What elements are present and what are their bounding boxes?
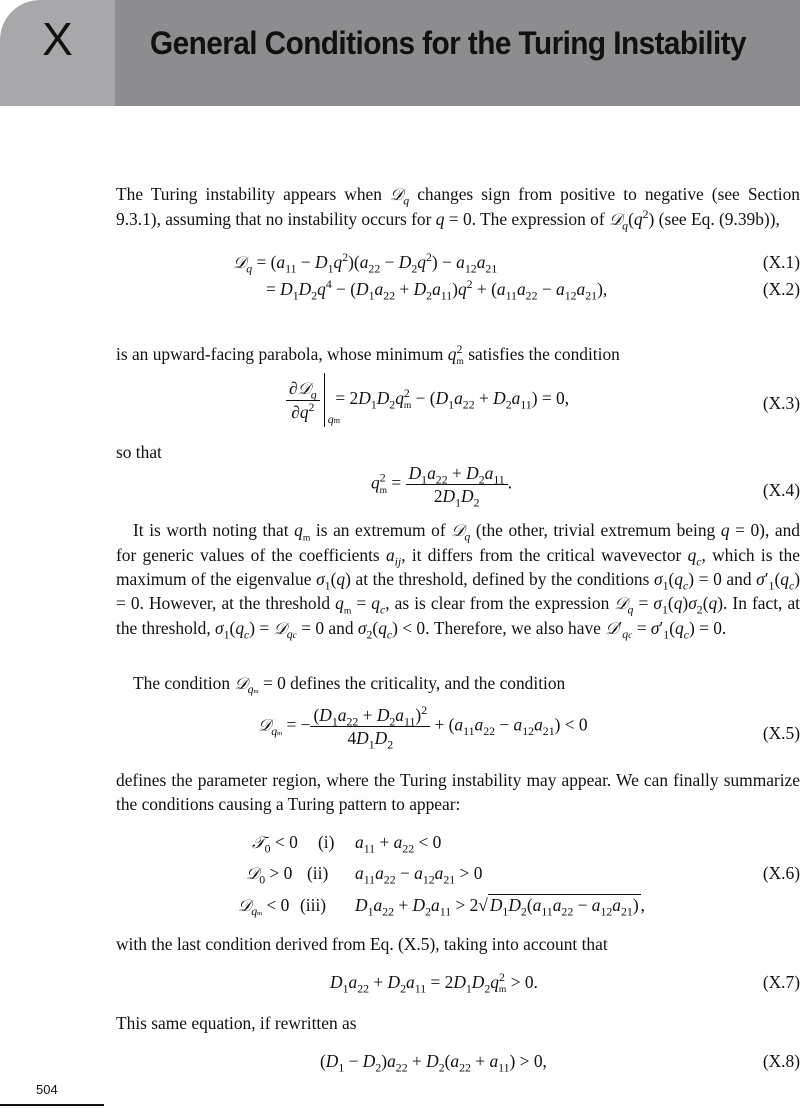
equation-number: (X.1) [762, 252, 800, 272]
paragraph-extremum: It is worth noting that $q_m$ is an extremum of 𝒟$_q$ (the other, trivial extremum being q = 0), and for generic values of the coefficients $a_{ij}$, it differs from the critical wavevector $q_c$, which is the maximum of the eigenvalue $\sigma_1(q)$ at the threshold, defined by the conditions $\sigma_1(q_c) = 0$ and $\sigma'_1(q_c) = 0$. However, at the threshold $q_m = q_c$, as is clear from the expression 𝒟$_q$ = $\sigma_1(q)\sigma_2(q)$. In fact, at the threshold, $\sigma_1(q_c)$ = 𝒟$_{qc}$ = 0 and $\sigma_2(q_c) < 0$. Therefore, we also have $𝒟'_{qc} = \sigma'_1(q_c) = 0$. [116, 520, 800, 642]
paragraph-intro: The Turing instability appears when 𝒟$_q$ changes sign from positive to negative (see Section 9.3.1), assuming that no instability occurs for q = 0. The expression of $𝒟_q(q^2)$ (see Eq. (9.39b)), [116, 184, 800, 233]
condition-label: (i) [318, 832, 335, 852]
equation-number: (X.2) [762, 279, 800, 299]
equation-number: (X.8) [762, 1051, 800, 1071]
equation-number: (X.5) [762, 723, 800, 743]
equation-x7: $D_1a_{22} + D_2a_{11} = 2D_1D_2q^2_m > 0$. [330, 970, 538, 996]
chapter-letter: X [42, 13, 73, 65]
condition-label: (ii) [307, 863, 329, 883]
paragraph-parameter-region: defines the parameter region, where the Turing instability may appear. We can finally summarize the conditions causing a Turing pattern to appear: [116, 770, 800, 814]
condition-dqm: 𝒟$_{qm}$ < 0 [238, 895, 290, 919]
condition-ii: $a_{11}a_{22} - a_{12}a_{21} > 0$ [355, 863, 483, 887]
condition-i: $a_{11} + a_{22} < 0$ [355, 832, 442, 856]
equation-x2: = $D_1D_2q^4 - (D_1a_{22} + D_2a_{11})q^2 + (a_{11}a_{22} - a_{12}a_{21})$, [266, 277, 608, 303]
paragraph-last-condition: with the last condition derived from Eq. (X.5), taking into account that [116, 934, 608, 954]
condition-determinant: 𝒟$_0$ > 0 [246, 863, 293, 887]
paragraph-criticality: The condition 𝒟$_{qm}$ = 0 defines the criticality, and the condition [133, 673, 566, 697]
equation-number: (X.6) [762, 863, 800, 883]
chapter-title: General Conditions for the Turing Instability [150, 25, 747, 61]
equation-number: (X.3) [762, 393, 800, 413]
paragraph-so-that: so that [116, 442, 162, 462]
footer-rule [0, 1104, 104, 1106]
paragraph-parabola: is an upward-facing parabola, whose minimum $q^2_m$ satisfies the condition [116, 342, 620, 368]
equation-x8: $(D_1 - D_2)a_{22} + D_2(a_{22} + a_{11}) > 0$, [320, 1051, 547, 1075]
equation-x3: $\frac{\partial 𝒟_q}{\partial q^2}$ qm = $2D_1D_2q^2_m - (D_1a_{22} + D_2a_{11}) = 0$, [286, 373, 569, 427]
paragraph-rewritten: This same equation, if rewritten as [116, 1013, 357, 1033]
equation-x5: 𝒟$_{qm}$ = − $\frac{(D_1a_{22} + D_2a_{11})^2}{4D_1D_2}$ + $(a_{11}a_{22} - a_{12}a_{21}) < 0$ [258, 703, 588, 752]
condition-trace: 𝒯$_0$ < 0 [252, 832, 298, 856]
page-number: 504 [36, 1082, 58, 1097]
condition-label: (iii) [300, 895, 327, 915]
equation-number: (X.4) [762, 480, 800, 500]
condition-iii: $D_1a_{22} + D_2a_{11} > 2√$ $D_1D_2(a_{11}a_{22} - a_{12}a_{21})$ , [355, 895, 645, 919]
equation-x4: $q^2_m$ = $\frac{D_1a_{22} + D_2a_{11}}{2D_1D_2}$ . [371, 463, 513, 510]
equation-number: (X.7) [762, 972, 800, 992]
equation-x1: 𝒟$_q$ = $(a_{11} - D_1q^2)(a_{22} - D_2q^2) - a_{12}a_{21}$ [233, 250, 498, 276]
